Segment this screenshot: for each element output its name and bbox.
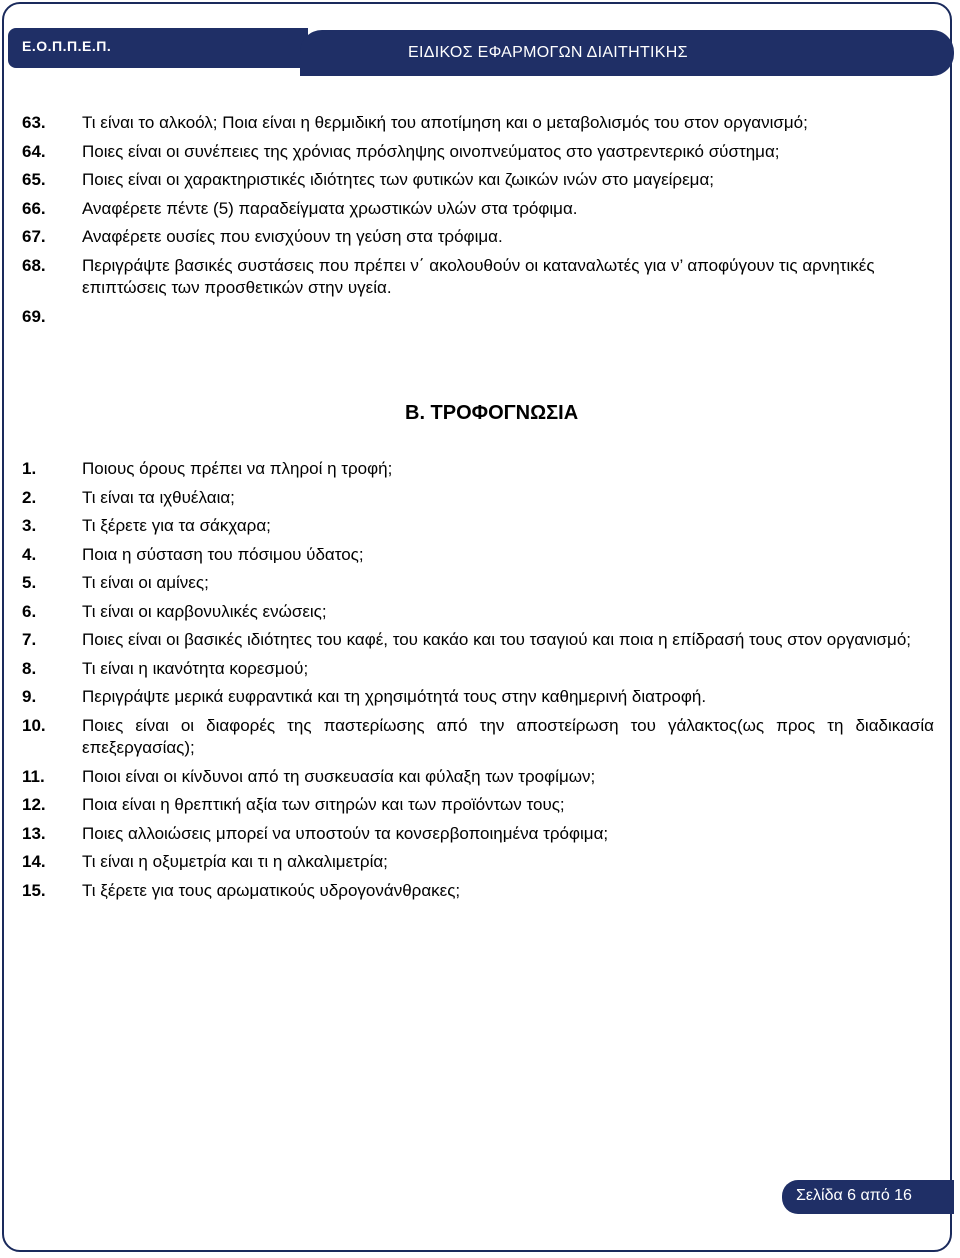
question-item — [22, 169, 934, 192]
question-number: 10. — [22, 715, 46, 735]
question-item — [22, 458, 934, 481]
question-item — [22, 141, 934, 164]
question-item — [22, 544, 934, 567]
question-number: 2. — [22, 487, 37, 507]
question-text: Περιγράψτε μερικά ευφραντικά και τη χρησιμότητά τους στην καθημερινή διατροφή. — [82, 687, 707, 706]
header-specialty: ΕΙΔΙΚΟΣ ΕΦΑΡΜΟΓΩΝ ΔΙΑΙΤΗΤΙΚΗΣ — [408, 44, 688, 61]
question-text: Τι είναι τα ιχθυέλαια; — [82, 487, 235, 507]
question-number: 12. — [22, 795, 46, 814]
question-number: 13. — [22, 823, 46, 843]
question-item — [22, 715, 934, 760]
question-item — [22, 766, 934, 789]
question-text: Ποιους όρους πρέπει να πληροί η τροφή; — [82, 459, 393, 478]
question-text: Ποιοι είναι οι κίνδυνοι από τη συσκευασία και φύλαξη των τροφίμων; — [82, 766, 596, 786]
question-number: 65. — [22, 170, 46, 189]
question-item — [22, 794, 934, 817]
question-number: 6. — [22, 601, 37, 621]
question-item — [22, 823, 934, 846]
question-text: Τι είναι οι αμίνες; — [82, 573, 209, 592]
question-item — [22, 572, 934, 595]
question-number: 11. — [22, 766, 45, 786]
question-text: Ποιες είναι οι βασικές ιδιότητες του καφέ, του κακάο και του τσαγιού και ποια η επίδρασή τους στον οργανισμό; — [82, 630, 911, 649]
question-text: Αναφέρετε ουσίες που ενισχύουν τη γεύση στα τρόφιμα. — [82, 227, 503, 246]
question-item — [22, 515, 934, 538]
question-number: 63. — [22, 113, 46, 132]
question-text: Τι είναι το αλκοόλ; Ποια είναι η θερμιδική του αποτίμηση και ο μεταβολισμός του στον οργανισμό; — [82, 113, 808, 132]
question-text: Ποιες αλλοιώσεις μπορεί να υποστούν τα κονσερβοποιημένα τρόφιμα; — [82, 823, 609, 843]
question-text: Ποια είναι η θρεπτική αξία των σιτηρών και των προϊόντων τους; — [82, 795, 565, 814]
question-text: Τι ξέρετε για τα σάκχαρα; — [82, 516, 271, 535]
question-number: 15. — [22, 880, 46, 900]
question-text — [82, 306, 934, 329]
question-number: 69. — [22, 306, 46, 326]
question-number: 3. — [22, 516, 37, 535]
question-number: 1. — [22, 459, 37, 478]
question-text: Ποια η σύσταση του πόσιμου ύδατος; — [82, 544, 364, 564]
question-number: 67. — [22, 227, 46, 246]
question-list-a — [22, 112, 934, 334]
question-item — [22, 601, 934, 624]
question-number: 68. — [22, 255, 46, 275]
question-item — [22, 629, 934, 652]
question-number: 8. — [22, 658, 37, 678]
question-number: 4. — [22, 544, 37, 564]
question-item — [22, 686, 934, 709]
question-text: Ποιες είναι οι συνέπειες της χρόνιας πρόσληψης οινοπνεύματος στο γαστρεντερικό σύστημα; — [82, 141, 780, 161]
header-org: Ε.Ο.Π.Π.Ε.Π. — [22, 38, 112, 54]
question-text: Περιγράψτε βασικές συστάσεις που πρέπει ν΄ ακολουθούν οι καταναλωτές για ν’ αποφύγουν τις αρνητικές επιπτώσεις των προσθετικών στην υγεία. — [82, 255, 875, 297]
question-number: 66. — [22, 198, 46, 218]
question-list-b — [22, 458, 934, 908]
question-number: 14. — [22, 852, 46, 871]
question-item — [22, 226, 934, 249]
question-number: 64. — [22, 141, 46, 161]
question-item — [22, 487, 934, 510]
question-number: 7. — [22, 630, 37, 649]
question-item — [22, 112, 934, 135]
page-number: Σελίδα 6 από 16 — [796, 1187, 912, 1204]
question-item — [22, 198, 934, 221]
question-item — [22, 255, 934, 300]
question-text: Τι ξέρετε για τους αρωματικούς υδρογονάνθρακες; — [82, 880, 461, 900]
question-item — [22, 658, 934, 681]
question-text: Τι είναι η οξυμετρία και τι η αλκαλιμετρία; — [82, 852, 388, 871]
question-item — [22, 880, 934, 903]
section-title: Β. ΤΡΟΦΟΓΝΩΣΙΑ — [405, 402, 579, 424]
question-text: Τι είναι η ικανότητα κορεσμού; — [82, 658, 309, 678]
question-number: 9. — [22, 687, 37, 706]
question-text: Ποιες είναι οι χαρακτηριστικές ιδιότητες των φυτικών και ζωικών ινών στο μαγείρεμα; — [82, 170, 715, 189]
question-number: 5. — [22, 573, 37, 592]
question-text: Αναφέρετε πέντε (5) παραδείγματα χρωστικών υλών στα τρόφιμα. — [82, 198, 578, 218]
question-item — [22, 306, 934, 329]
question-item — [22, 851, 934, 874]
question-text: Ποιες είναι οι διαφορές της παστερίωσης από την αποστείρωση του γάλακτος(ως προς τη διαδικασία επεξεργασίας); — [82, 715, 934, 757]
question-text: Τι είναι οι καρβονυλικές ενώσεις; — [82, 601, 327, 621]
